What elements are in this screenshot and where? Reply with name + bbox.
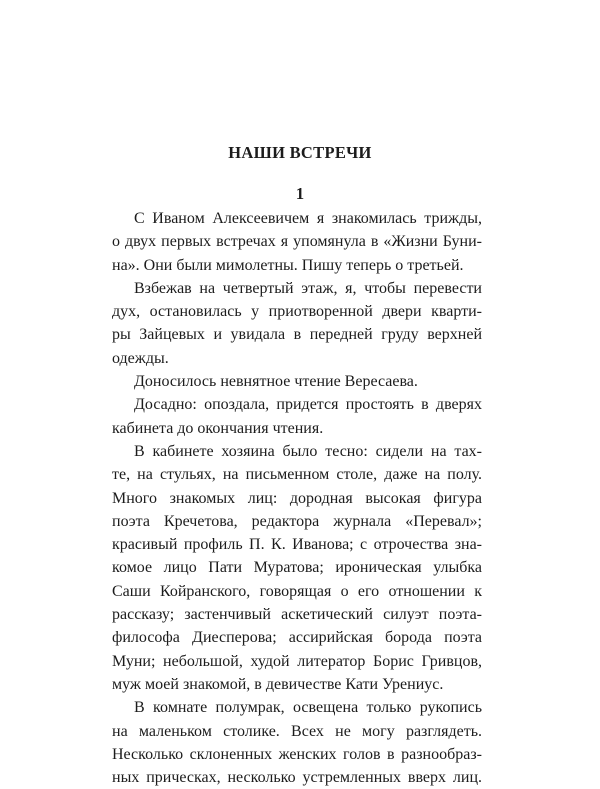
text-line: красивый профиль П. К. Иванова; с отрочества зна-	[112, 536, 482, 554]
text-line: Досадно: опоздала, придется простоять в дверях	[134, 396, 482, 414]
text-line: Много знакомых лиц: дородная высокая фигура	[112, 489, 482, 507]
text-line: философа Диесперова; ассирийская борода поэта	[112, 629, 482, 647]
text-line: Саши Койранского, говорящая о его отношении к	[112, 582, 482, 600]
text-line: ных прическах, несколько устремленных вверх лиц.	[112, 769, 482, 787]
text-line: те, на стульях, на письменном столе, даже на полу.	[112, 466, 482, 484]
text-line: на». Они были мимолетны. Пишу теперь о третьей.	[112, 256, 464, 274]
text-line: ры Зайцевых и увидала в передней груду верхней	[112, 326, 482, 344]
text-line: поэта Кречетова, редактора журнала «Перевал»;	[112, 512, 482, 530]
text-line: Муни; небольшой, худой литератор Борис Гривцов,	[112, 652, 482, 670]
text-line: Доносилось невнятное чтение Вересаева.	[134, 373, 418, 391]
text-line: С Иваном Алексеевичем я знакомилась трижды,	[134, 210, 482, 227]
text-line: комое лицо Пати Муратова; ироническая улыбка	[112, 559, 482, 577]
text-line: В кабинете хозяина было тесно: сидели на тах-	[134, 442, 482, 460]
text-line: о двух первых встречах я упомянула в «Жизни Буни-	[112, 233, 482, 251]
text-line: кабинета до окончания чтения.	[112, 419, 324, 437]
text-line: рассказу; застенчивый аскетический силуэт поэта-	[112, 606, 482, 624]
body-text	[112, 207, 482, 789]
text-line: муж моей знакомой, в девичестве Кати Урениус.	[112, 675, 444, 693]
chapter-title: НАШИ ВСТРЕЧИ	[228, 143, 372, 162]
text-line: на маленьком столике. Всех не могу разглядеть.	[112, 722, 482, 740]
section-number: 1	[295, 184, 305, 203]
text-line: Взбежав на четвертый этаж, я, чтобы перевести	[134, 279, 482, 297]
text-line: Несколько склоненных женских голов в разнообраз-	[112, 745, 482, 763]
text-line: дух, остановилась у приотворенной двери кварти-	[112, 303, 482, 321]
text-line: одежды.	[112, 349, 169, 367]
text-line: В комнате полумрак, освещена только рукопись	[134, 699, 482, 717]
